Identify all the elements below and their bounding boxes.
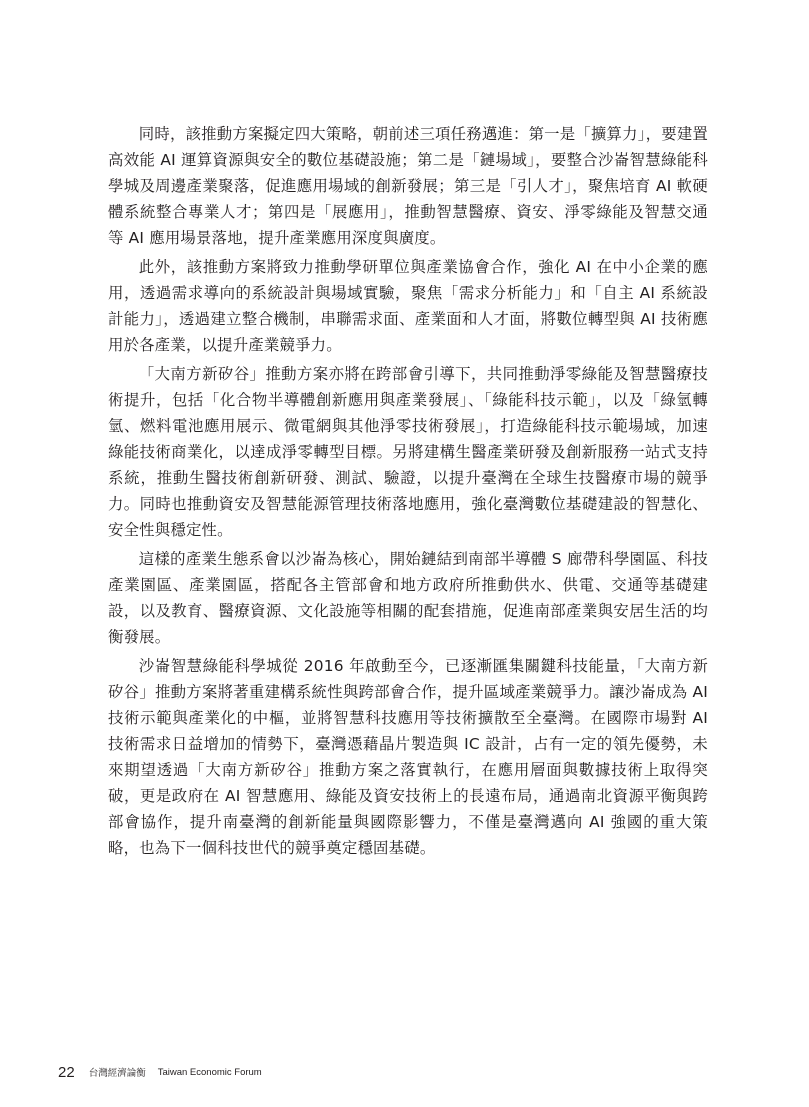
page-number: 22 (58, 1063, 75, 1081)
paragraph-green-energy-medical: 「大南方新矽谷」推動方案亦將在跨部會引導下，共同推動淨零綠能及智慧醫療技術提升，包括「化合物半導體創新應用與產業發展」、「綠能科技示範」，以及「綠氫轉氫、燃料電池應用展示、微電網與其他淨零技術發展」，打造綠能科技示範場域，加速綠能技術商業化，以達成淨零轉型目標。另將建構生醫產業研發及創新服務一站式支持系統，推動生醫技術創新研發、測試、驗證，以提升臺灣在全球生技醫療市場的競爭力。同時也推動資安及智慧能源管理技術落地應用，強化臺灣數位基礎建設的智慧化、安全性與穩定性。 (108, 365, 708, 539)
paragraph-conclusion: 沙崙智慧綠能科學城從 2016 年啟動至今，已逐漸匯集關鍵科技能量，「大南方新矽谷」推動方案將著重建構系統性與跨部會合作，提升區域產業競爭力。讓沙崙成為 AI 技術示範與產業化的中樞，並將智慧科技應用等技術擴散至全臺灣。在國際市場對 AI 技術需求日益增加的情勢下，臺灣憑藉晶片製造與 IC 設計，占有一定的領先優勢，未來期望透過「大南方新矽谷」推動方案之落實執行，在應用層面與數據技術上取得突破，更是政府在 AI 智慧應用、綠能及資安技術上的長遠布局，通過南北資源平衡與跨部會協作，提升南臺灣的創新能量與國際影響力，不僅是臺灣邁向 AI 強國的重大策略，也為下一個科技世代的競爭奠定穩固基礎。 (108, 657, 708, 857)
paragraph-industry-cooperation: 此外，該推動方案將致力推動學研單位與產業協會合作，強化 AI 在中小企業的應用，透過需求導向的系統設計與場域實驗，聚焦「需求分析能力」和「自主 AI 系統設計能力」，透過建立整合機制，串聯需求面、產業面和人才面，將數位轉型與 AI 技術應用於各產業，以提升產業競爭力。 (108, 258, 708, 354)
journal-name-english: Taiwan Economic Forum (157, 1066, 262, 1078)
article-body (108, 121, 708, 864)
paragraph-strategies: 同時，該推動方案擬定四大策略，朝前述三項任務邁進：第一是「擴算力」，要建置高效能 AI 運算資源與安全的數位基礎設施；第二是「鏈場域」，要整合沙崙智慧綠能科學城及周邊產業聚落，促進應用場域的創新發展；第三是「引人才」，聚焦培育 AI 軟硬體系統整合專業人才；第四是「展應用」，推動智慧醫療、資安、淨零綠能及智慧交通等 AI 應用場景落地，提升產業應用深度與廣度。 (108, 125, 708, 247)
journal-name: 台灣經濟論衡 (88, 1068, 146, 1079)
page-footer (58, 1060, 262, 1084)
paragraph-ecosystem: 這樣的產業生態系會以沙崙為核心，開始鏈結到南部半導體 S 廊帶科學園區、科技產業園區、產業園區，搭配各主管部會和地方政府所推動供水、供電、交通等基礎建設，以及教育、醫療資源、文化設施等相關的配套措施，促進南部產業與安居生活的均衡發展。 (108, 550, 708, 646)
